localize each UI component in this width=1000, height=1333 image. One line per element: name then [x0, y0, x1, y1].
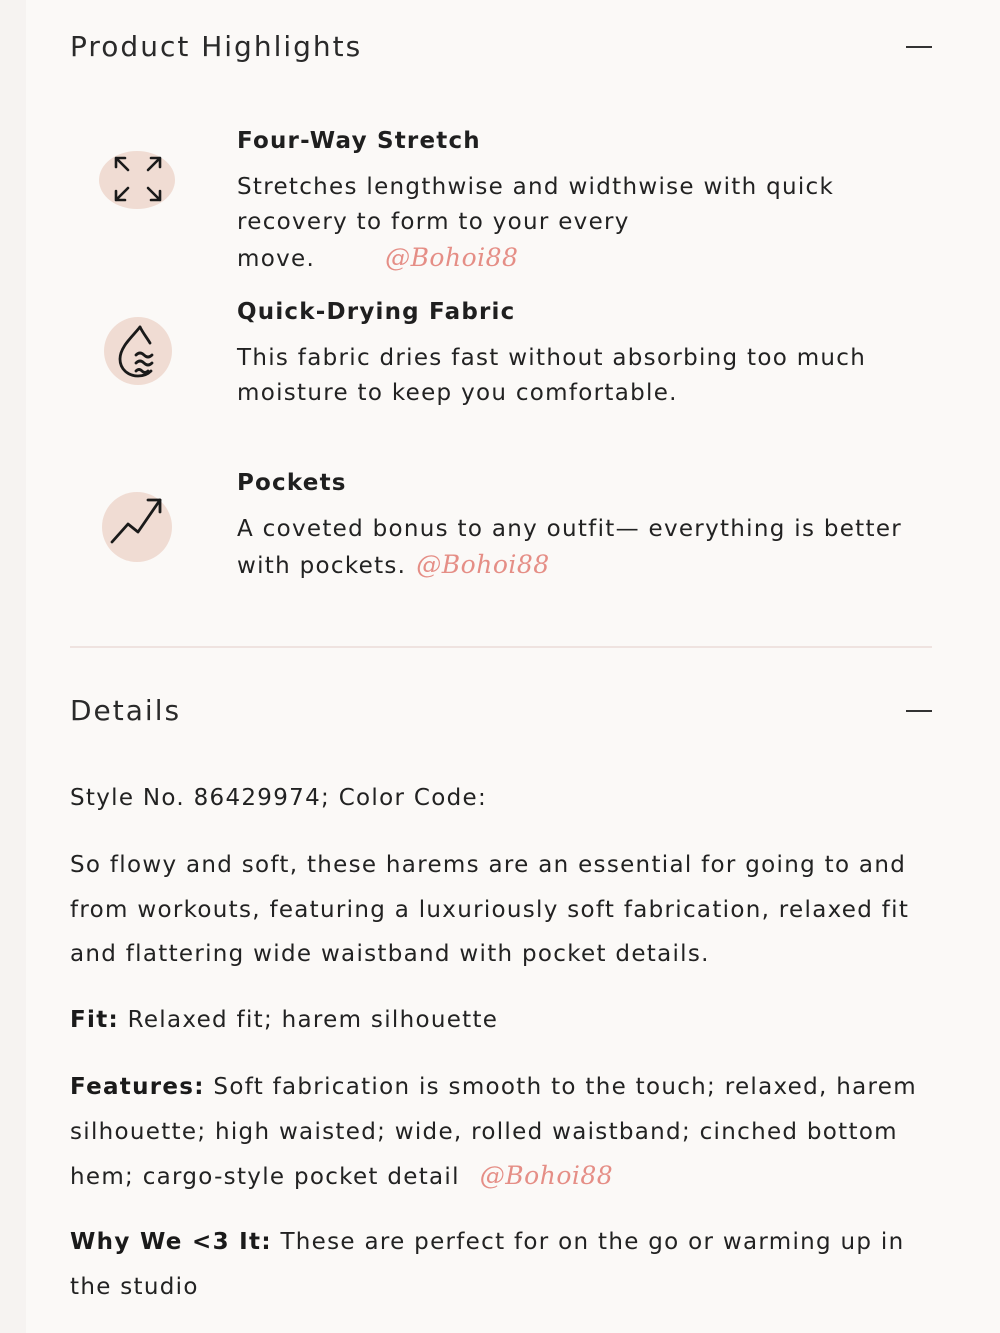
highlight-description: A coveted bonus to any outfit— everything is better with pockets. @Bohoi88 — [237, 516, 903, 579]
highlight-description: Stretches lengthwise and widthwise with quick recovery to form to your every move. @Bohoi88 — [237, 174, 835, 272]
highlight-item-pockets — [70, 468, 932, 618]
highlights-title: Product Highlights — [70, 30, 363, 63]
water-drop-icon — [98, 311, 178, 391]
collapse-minus-icon[interactable] — [906, 46, 932, 48]
fit-line — [70, 998, 932, 1043]
section-divider — [70, 646, 932, 648]
watermark: @Bohoi88 — [416, 550, 550, 579]
why-label: Why We <3 It: — [70, 1229, 272, 1255]
details-title: Details — [70, 694, 182, 727]
watermark: @Bohoi88 — [479, 1161, 614, 1190]
watermark: @Bohoi88 — [385, 243, 519, 272]
expand-arrows-icon — [98, 140, 178, 220]
details-header[interactable] — [70, 694, 932, 727]
highlights-header[interactable] — [70, 30, 932, 63]
trend-up-icon — [98, 488, 178, 568]
fit-value: Relaxed fit; harem silhouette — [119, 1007, 499, 1033]
why-we-love-it-line — [70, 1220, 932, 1309]
collapse-minus-icon[interactable] — [906, 710, 932, 712]
highlight-item-stretch — [70, 126, 932, 276]
highlight-title: Quick-Drying Fabric — [237, 299, 516, 325]
highlight-title: Pockets — [237, 470, 347, 496]
highlight-title: Four-Way Stretch — [237, 128, 481, 154]
highlight-item-quick-dry — [70, 297, 932, 447]
details-description: So flowy and soft, these harems are an essential for going to and from workouts, featuring a luxuriously soft fabrication, relaxed fit and flattering wide waistband with pocket details. — [70, 852, 910, 967]
fit-label: Fit: — [70, 1007, 119, 1033]
highlight-description: This fabric dries fast without absorbing too much moisture to keep you comfortable. — [237, 345, 867, 406]
style-number: Style No. 86429974; Color Code: — [70, 785, 487, 811]
why-value: These are perfect for on the go or warming up in the studio — [70, 1229, 905, 1300]
features-label: Features: — [70, 1074, 205, 1100]
features-value: Soft fabrication is smooth to the touch; relaxed, harem silhouette; high waisted; wide, rolled waistband; cinched bottom hem; cargo-style pocket detail — [70, 1074, 917, 1190]
features-line — [70, 1065, 932, 1200]
